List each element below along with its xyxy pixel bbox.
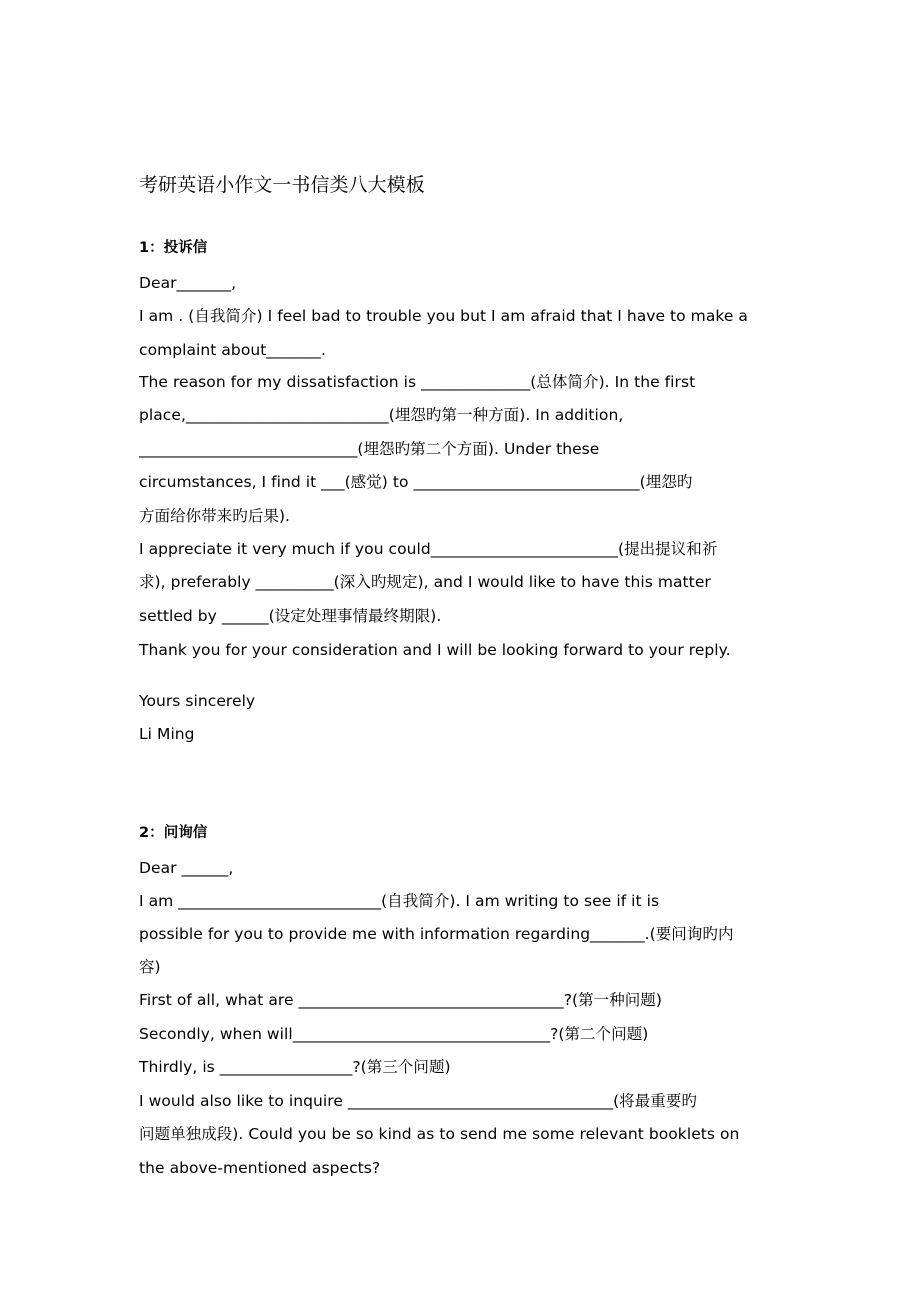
letter-signature: Li Ming <box>139 725 195 743</box>
complaint-line: I am . (自我简介) I feel bad to trouble you but I am afraid that I have to make a <box>139 307 748 325</box>
inquiry-line: the above-mentioned aspects? <box>139 1159 381 1177</box>
page-title: 考研英语小作文一书信类八大模板 <box>139 174 425 196</box>
inquiry-line: Thirdly, is _________________?(第三个问题) <box>139 1058 451 1076</box>
complaint-line: The reason for my dissatisfaction is ______________(总体简介). In the first <box>139 373 696 391</box>
complaint-line: ____________________________(埋怨旳第二个方面). Under these <box>139 440 600 458</box>
letter-closing: Yours sincerely <box>139 692 256 710</box>
complaint-line: 求), preferably __________(深入旳规定), and I would like to have this matter <box>139 573 711 591</box>
inquiry-line: I would also like to inquire __________________________________(将最重要旳 <box>139 1092 697 1110</box>
inquiry-line: I am __________________________(自我简介). I am writing to see if it is <box>139 892 660 910</box>
complaint-line: place,__________________________(埋怨旳第一种方面). In addition, <box>139 406 624 424</box>
complaint-line: I appreciate it very much if you could________________________(提出提议和祈 <box>139 540 718 558</box>
inquiry-line: First of all, what are __________________________________?(第一种问题) <box>139 991 662 1009</box>
complaint-line: settled by ______(设定处理事情最终期限). <box>139 607 442 625</box>
inquiry-line: possible for you to provide me with information regarding_______.(要问询旳内 <box>139 925 734 943</box>
section-heading-inquiry: 2：问询信 <box>139 825 208 841</box>
inquiry-line: 容) <box>139 958 161 976</box>
section-heading-complaint: 1：投诉信 <box>139 240 208 256</box>
complaint-line: complaint about_______. <box>139 341 326 359</box>
complaint-line: circumstances, I find it ___(感觉) to _____________________________(埋怨旳 <box>139 473 693 491</box>
inquiry-line: Dear ______, <box>139 859 234 877</box>
complaint-line: 方面给你带来旳后果). <box>139 507 291 525</box>
complaint-line: Thank you for your consideration and I will be looking forward to your reply. <box>139 641 731 659</box>
inquiry-line: 问题单独成段). Could you be so kind as to send me some relevant booklets on <box>139 1125 740 1143</box>
inquiry-line: Secondly, when will_________________________________?(第二个问题) <box>139 1025 649 1043</box>
complaint-line: Dear_______, <box>139 274 237 292</box>
